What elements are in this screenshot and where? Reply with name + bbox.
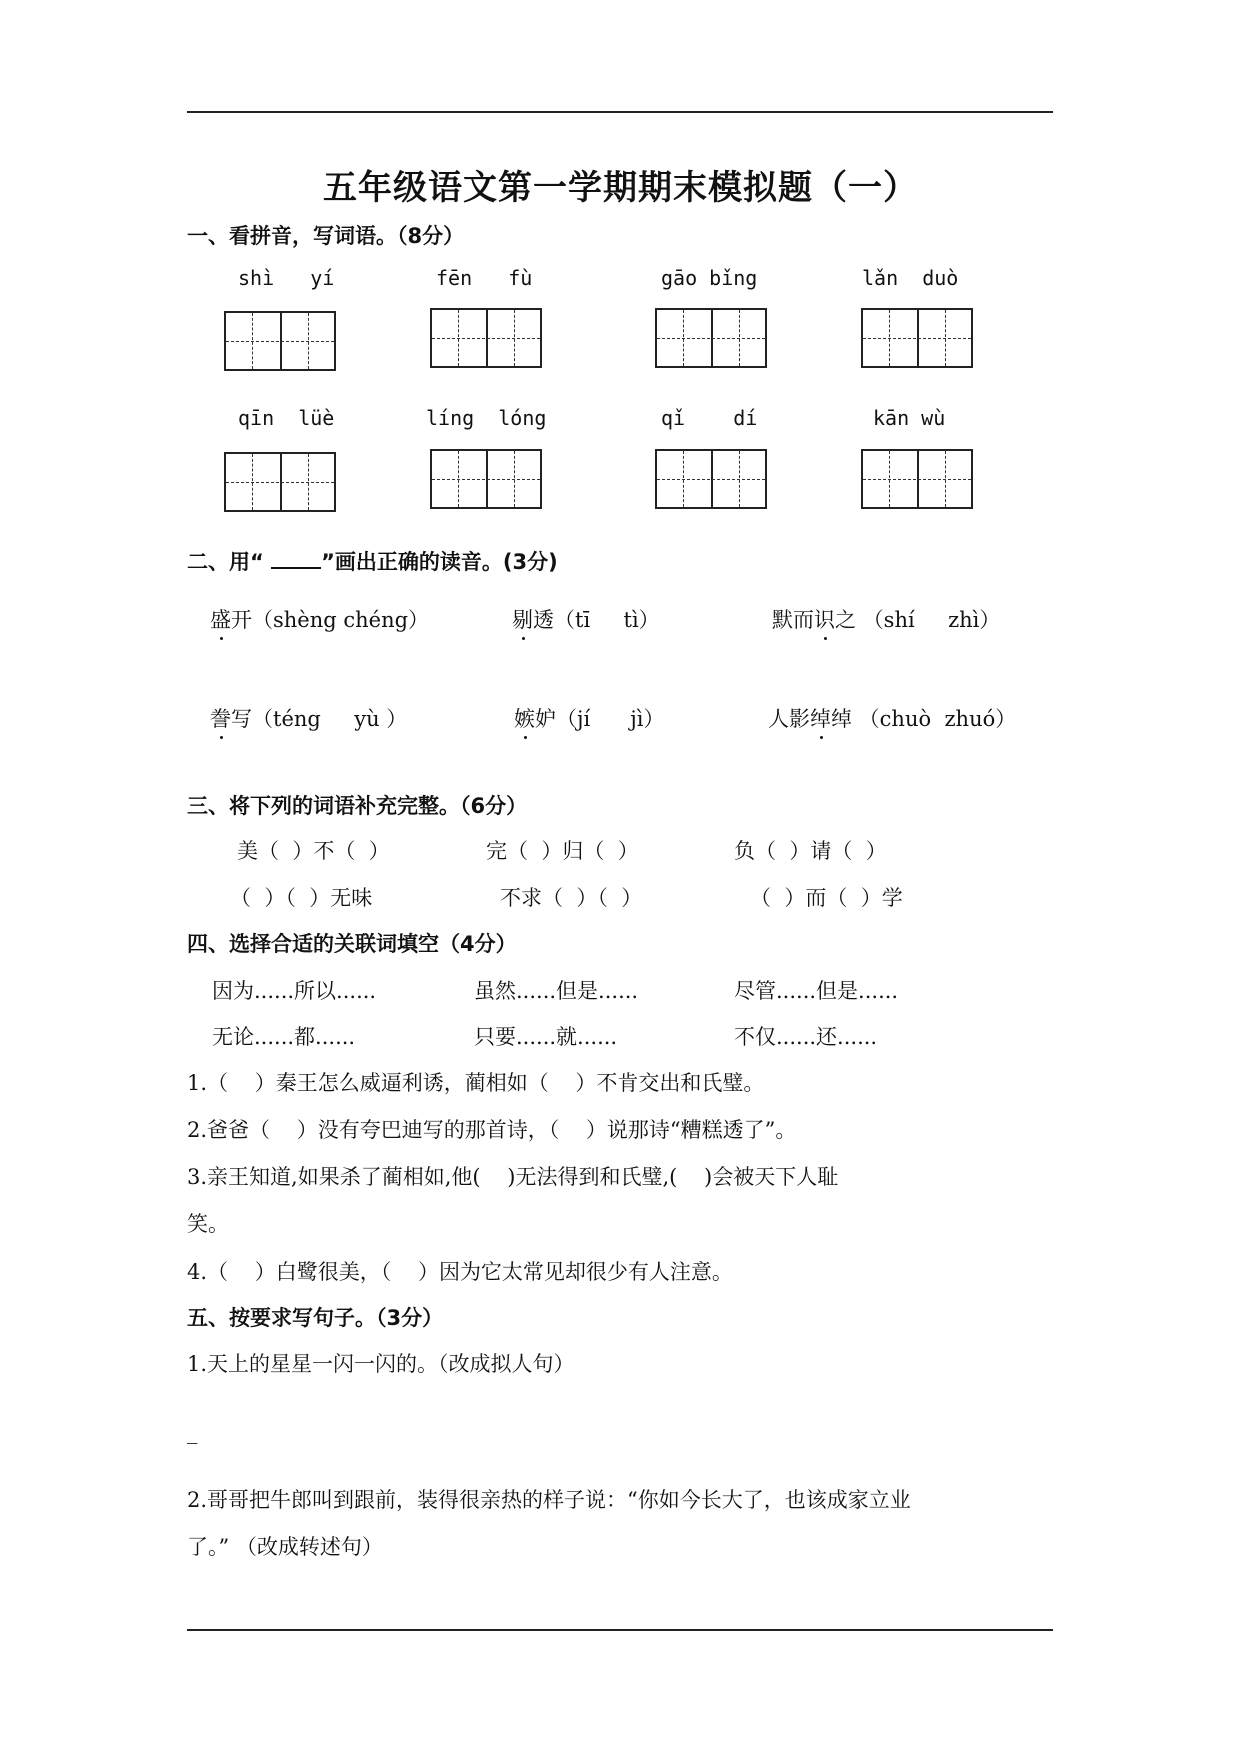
pinyin-label: líng lóng (426, 406, 547, 430)
idiom-blank[interactable]: （ ）（ ）无味 (230, 886, 373, 910)
conjunction-option: 虽然......但是...... (474, 979, 639, 1003)
reading-options[interactable]: 写（téng yù ） (231, 707, 408, 731)
reading-item (210, 604, 429, 634)
section2-heading-pre: 二、用“ (187, 550, 272, 574)
section4-heading: 四、选择合适的关联词填空（4分） (187, 932, 517, 956)
page-title: 五年级语文第一学期期末模拟题（一） (323, 168, 918, 208)
idiom-blank[interactable]: 完（ ）归（ ） (486, 839, 639, 863)
sentence-task-2: 2.哥哥把牛郎叫到跟前，装得很亲热的样子说：“你如今长大了，也该成家立业 (187, 1488, 911, 1512)
pinyin-label: qīn lüè (238, 406, 335, 430)
reading-item (514, 703, 665, 733)
section3-heading: 三、将下列的词语补充完整。（6分） (187, 794, 528, 818)
conjunction-option: 尽管......但是...... (734, 979, 899, 1003)
reading-item (210, 703, 407, 733)
reading-options[interactable]: 透（tī tì） (533, 608, 660, 632)
underline-sample (271, 549, 321, 569)
dotted-char: 绰 (810, 703, 831, 733)
idiom-blank[interactable]: 不求（ ）（ ） (500, 886, 643, 910)
reading-options[interactable]: 开（shèng chéng） (231, 608, 430, 632)
conjunction-option: 不仅......还...... (734, 1025, 878, 1049)
pinyin-label: lǎn duò (862, 266, 959, 290)
writing-grid[interactable] (655, 449, 767, 509)
reading-prefix: 人影 (768, 707, 810, 731)
question-2[interactable]: 2.爸爸（ ）没有夸巴迪写的那首诗，（ ）说那诗“糟糕透了”。 (187, 1118, 797, 1142)
section5-heading: 五、按要求写句子。（3分） (187, 1306, 444, 1330)
pinyin-label: kān wù (873, 406, 946, 430)
conjunction-option: 只要......就...... (474, 1025, 618, 1049)
idiom-blank[interactable]: 美（ ）不（ ） (237, 839, 390, 863)
idiom-blank[interactable]: （ ）而（ ）学 (750, 886, 903, 910)
writing-grid[interactable] (861, 308, 973, 368)
sentence-task-1: 1.天上的星星一闪一闪的。（改成拟人句） (187, 1352, 575, 1376)
question-4[interactable]: 4.（ ）白鹭很美，（ ）因为它太常见却很少有人注意。 (187, 1260, 733, 1284)
dotted-char: 誊 (210, 703, 231, 733)
footer-rule (187, 1629, 1053, 1631)
reading-item (772, 604, 1000, 634)
pinyin-label: qǐ dí (661, 406, 758, 430)
sentence-task-2-cont: 了。” （改成转述句） (187, 1535, 383, 1559)
reading-item (512, 604, 660, 634)
writing-grid[interactable] (430, 449, 542, 509)
reading-item (768, 703, 1016, 733)
writing-grid[interactable] (655, 308, 767, 368)
answer-line[interactable]: _ (187, 1420, 198, 1444)
conjunction-option: 因为......所以...... (212, 979, 377, 1003)
section1-heading: 一、看拼音，写词语。（8分） (187, 224, 465, 248)
writing-grid[interactable] (430, 308, 542, 368)
dotted-char: 识 (814, 604, 835, 634)
header-rule (187, 111, 1053, 113)
question-3-cont: 笑。 (187, 1212, 229, 1236)
reading-prefix: 默而 (772, 608, 814, 632)
dotted-char: 盛 (210, 604, 231, 634)
pinyin-label: fēn fù (436, 266, 533, 290)
question-1[interactable]: 1.（ ）秦王怎么威逼利诱，蔺相如（ ）不肯交出和氏璧。 (187, 1071, 765, 1095)
reading-options[interactable]: 绰 （chuò zhuó） (831, 707, 1017, 731)
section2-heading-post: ”画出正确的读音。(3分) (321, 550, 558, 574)
reading-options[interactable]: 之 （shí zhì） (835, 608, 1001, 632)
pinyin-label: shì yí (238, 266, 335, 290)
question-3[interactable]: 3.亲王知道,如果杀了蔺相如,他( )无法得到和氏璧,( )会被天下人耻 (187, 1165, 839, 1189)
writing-grid[interactable] (224, 311, 336, 371)
section2-heading (187, 546, 558, 576)
reading-options[interactable]: 妒（jí jì） (535, 707, 665, 731)
idiom-blank[interactable]: 负（ ）请（ ） (734, 839, 887, 863)
writing-grid[interactable] (861, 449, 973, 509)
dotted-char: 嫉 (514, 703, 535, 733)
dotted-char: 剔 (512, 604, 533, 634)
conjunction-option: 无论......都...... (212, 1025, 356, 1049)
pinyin-label: gāo bǐng (661, 266, 758, 290)
writing-grid[interactable] (224, 452, 336, 512)
